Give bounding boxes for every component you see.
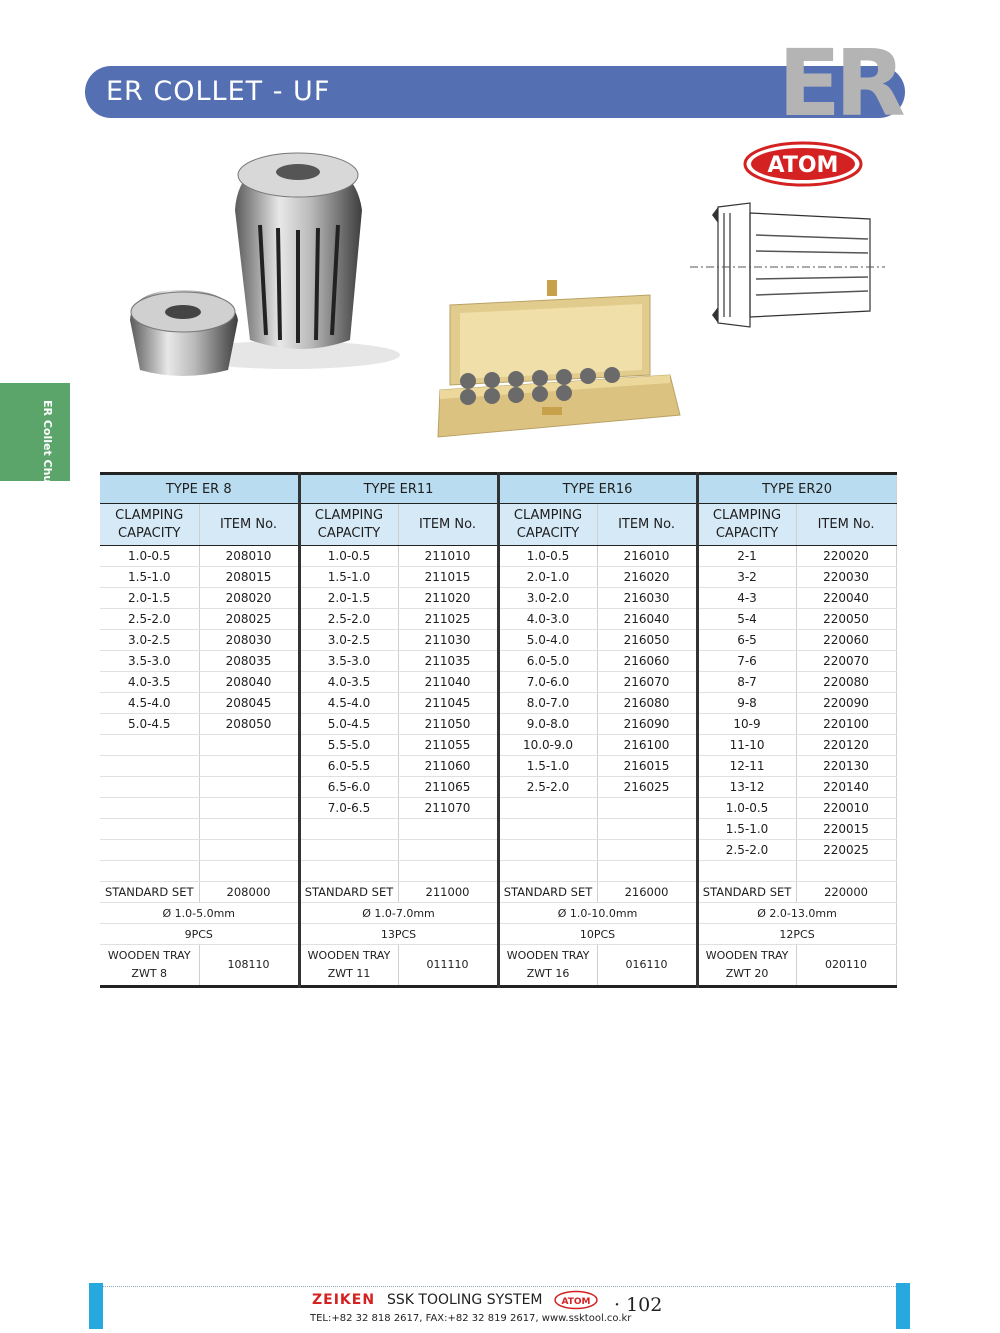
item-number-cell: 208020 [199, 588, 299, 609]
clamping-capacity-cell: 1.5-1.0 [498, 756, 597, 777]
item-number-cell: 211035 [398, 651, 498, 672]
type-header-er20: TYPE ER20 [697, 474, 896, 504]
wooden-tray-label [697, 945, 796, 987]
footer-brand: ZEIKEN [312, 1292, 376, 1308]
footer-divider [100, 1286, 896, 1287]
item-number-cell: 220130 [796, 756, 896, 777]
table-row [100, 609, 896, 630]
item-number-cell: 216010 [597, 546, 697, 567]
table-row [100, 651, 896, 672]
standard-set-label: STANDARD SET [299, 882, 398, 903]
clamping-capacity-cell: 4-3 [697, 588, 796, 609]
item-number-cell [199, 756, 299, 777]
col-header-item: ITEM No. [796, 504, 896, 546]
clamping-capacity-cell: 9.0-8.0 [498, 714, 597, 735]
tray-item: 016110 [597, 945, 697, 987]
clamping-capacity-cell: 13-12 [697, 777, 796, 798]
side-tab-label: ER Collet Chuck [41, 400, 54, 498]
item-number-cell: 208010 [199, 546, 299, 567]
clamping-capacity-cell [100, 756, 199, 777]
clamping-capacity-cell: 6-5 [697, 630, 796, 651]
clamping-capacity-cell: 2.0-1.5 [100, 588, 199, 609]
set-diameter: Ø 2.0-13.0mm [697, 903, 896, 924]
footer-system: SSK TOOLING SYSTEM [387, 1292, 543, 1308]
clamping-capacity-cell: 2-1 [697, 546, 796, 567]
item-number-cell: 220050 [796, 609, 896, 630]
item-number-cell [597, 798, 697, 819]
standard-set-label: STANDARD SET [498, 882, 597, 903]
clamping-capacity-cell: 4.5-4.0 [100, 693, 199, 714]
item-number-cell: 216080 [597, 693, 697, 714]
table-row [100, 861, 896, 882]
clamping-capacity-cell: 1.0-0.5 [498, 546, 597, 567]
table-row [100, 840, 896, 861]
clamping-capacity-cell: 2.0-1.0 [498, 567, 597, 588]
item-number-cell: 208050 [199, 714, 299, 735]
clamping-capacity-cell [498, 840, 597, 861]
clamping-capacity-cell [100, 840, 199, 861]
item-number-cell: 208030 [199, 630, 299, 651]
clamping-capacity-cell: 6.5-6.0 [299, 777, 398, 798]
clamping-capacity-cell: 7.0-6.5 [299, 798, 398, 819]
col-header-clamping: CLAMPING CAPACITY [100, 504, 199, 546]
footer-atom-text: ATOM [561, 1297, 591, 1307]
item-number-cell [199, 840, 299, 861]
item-number-cell [597, 840, 697, 861]
item-number-cell: 216070 [597, 672, 697, 693]
wooden-tray-label [498, 945, 597, 987]
type-header-er16: TYPE ER16 [498, 474, 697, 504]
standard-set-item: 211000 [398, 882, 498, 903]
set-diameter: Ø 1.0-5.0mm [100, 903, 299, 924]
set-pieces: 9PCS [100, 924, 299, 945]
clamping-capacity-cell: 1.0-0.5 [697, 798, 796, 819]
clamping-capacity-cell: 10.0-9.0 [498, 735, 597, 756]
wooden-tray-text: WOODEN TRAY [506, 949, 590, 962]
item-number-cell: 220140 [796, 777, 896, 798]
page-number: · 102 [614, 1294, 663, 1316]
clamping-capacity-cell: 1.5-1.0 [697, 819, 796, 840]
item-number-cell [597, 861, 697, 882]
col-header-item: ITEM No. [398, 504, 498, 546]
table-row [100, 714, 896, 735]
standard-set-item: 208000 [199, 882, 299, 903]
clamping-capacity-cell: 9-8 [697, 693, 796, 714]
item-number-cell: 216030 [597, 588, 697, 609]
clamping-capacity-cell: 1.0-0.5 [299, 546, 398, 567]
type-header-er11: TYPE ER11 [299, 474, 498, 504]
item-number-cell: 216060 [597, 651, 697, 672]
item-number-cell: 216100 [597, 735, 697, 756]
tray-item: 020110 [796, 945, 896, 987]
item-number-cell: 216025 [597, 777, 697, 798]
item-number-cell [199, 819, 299, 840]
set-diameter: Ø 1.0-10.0mm [498, 903, 697, 924]
clamping-capacity-cell: 6.0-5.0 [498, 651, 597, 672]
clamping-capacity-cell: 2.5-2.0 [697, 840, 796, 861]
item-number-cell: 220070 [796, 651, 896, 672]
collet-photo [100, 140, 400, 380]
clamping-capacity-cell: 1.5-1.0 [100, 567, 199, 588]
item-number-cell: 220015 [796, 819, 896, 840]
tray-item: 108110 [199, 945, 299, 987]
set-pieces: 13PCS [299, 924, 498, 945]
table-row [100, 693, 896, 714]
standard-set-label: STANDARD SET [697, 882, 796, 903]
table-row [100, 588, 896, 609]
standard-set-item: 216000 [597, 882, 697, 903]
footer-accent-left [89, 1283, 103, 1329]
footer-accent-right [896, 1283, 910, 1329]
item-number-cell [796, 861, 896, 882]
item-number-cell: 211025 [398, 609, 498, 630]
set-diameter: Ø 1.0-7.0mm [299, 903, 498, 924]
item-number-cell: 220025 [796, 840, 896, 861]
item-number-cell: 220060 [796, 630, 896, 651]
wooden-tray-text: WOODEN TRAY [107, 949, 191, 962]
item-number-cell: 211015 [398, 567, 498, 588]
footer-atom-logo [553, 1290, 599, 1310]
item-number-cell: 220080 [796, 672, 896, 693]
set-pieces: 10PCS [498, 924, 697, 945]
clamping-capacity-cell: 8.0-7.0 [498, 693, 597, 714]
item-number-cell: 211030 [398, 630, 498, 651]
item-number-cell: 211010 [398, 546, 498, 567]
tray-code: ZWT 16 [526, 967, 570, 980]
table-row [100, 819, 896, 840]
item-number-cell [398, 861, 498, 882]
clamping-capacity-cell: 2.5-2.0 [299, 609, 398, 630]
item-number-cell [398, 819, 498, 840]
item-number-cell: 220040 [796, 588, 896, 609]
item-number-cell: 211070 [398, 798, 498, 819]
item-number-cell [199, 861, 299, 882]
clamping-capacity-cell: 5.0-4.5 [100, 714, 199, 735]
standard-set-label: STANDARD SET [100, 882, 199, 903]
clamping-capacity-cell: 3.0-2.5 [100, 630, 199, 651]
item-number-cell: 208015 [199, 567, 299, 588]
col-header-clamping: CLAMPING CAPACITY [299, 504, 398, 546]
clamping-capacity-cell: 5.0-4.5 [299, 714, 398, 735]
clamping-capacity-cell: 5.0-4.0 [498, 630, 597, 651]
item-number-cell: 211045 [398, 693, 498, 714]
clamping-capacity-cell: 4.0-3.5 [299, 672, 398, 693]
clamping-capacity-cell: 3.0-2.0 [498, 588, 597, 609]
clamping-capacity-cell [100, 735, 199, 756]
table-row [100, 672, 896, 693]
clamping-capacity-cell [100, 819, 199, 840]
item-number-cell: 220100 [796, 714, 896, 735]
table-row [100, 567, 896, 588]
clamping-capacity-cell [697, 861, 796, 882]
item-number-cell [398, 840, 498, 861]
item-number-cell: 211040 [398, 672, 498, 693]
type-header-er8: TYPE ER 8 [100, 474, 299, 504]
clamping-capacity-cell: 3.5-3.0 [100, 651, 199, 672]
item-number-cell [199, 777, 299, 798]
clamping-capacity-cell: 2.5-2.0 [498, 777, 597, 798]
wooden-tray-text: WOODEN TRAY [705, 949, 789, 962]
table-row [100, 630, 896, 651]
col-header-clamping: CLAMPING CAPACITY [697, 504, 796, 546]
clamping-capacity-cell: 2.0-1.5 [299, 588, 398, 609]
item-number-cell: 216020 [597, 567, 697, 588]
clamping-capacity-cell: 7-6 [697, 651, 796, 672]
clamping-capacity-cell: 7.0-6.0 [498, 672, 597, 693]
item-number-cell: 211020 [398, 588, 498, 609]
clamping-capacity-cell [100, 777, 199, 798]
item-number-cell: 211050 [398, 714, 498, 735]
clamping-capacity-cell: 1.0-0.5 [100, 546, 199, 567]
item-number-cell [199, 798, 299, 819]
clamping-capacity-cell: 8-7 [697, 672, 796, 693]
item-number-cell: 216015 [597, 756, 697, 777]
table-row [100, 777, 896, 798]
clamping-capacity-cell: 6.0-5.5 [299, 756, 398, 777]
clamping-capacity-cell [299, 861, 398, 882]
wooden-tray-text: WOODEN TRAY [307, 949, 391, 962]
clamping-capacity-cell: 3.0-2.5 [299, 630, 398, 651]
clamping-capacity-cell [498, 861, 597, 882]
item-number-cell: 220030 [796, 567, 896, 588]
standard-set-item: 220000 [796, 882, 896, 903]
page-title: ER COLLET - UF [106, 76, 331, 107]
item-number-cell: 220020 [796, 546, 896, 567]
item-number-cell: 216090 [597, 714, 697, 735]
clamping-capacity-cell: 5-4 [697, 609, 796, 630]
atom-logo [742, 140, 864, 188]
col-header-item: ITEM No. [199, 504, 299, 546]
item-number-cell: 216050 [597, 630, 697, 651]
wooden-tray-label [299, 945, 398, 987]
item-number-cell: 211060 [398, 756, 498, 777]
collet-drawing [690, 195, 885, 335]
clamping-capacity-cell [498, 819, 597, 840]
wooden-tray-label [100, 945, 199, 987]
item-number-cell [199, 735, 299, 756]
clamping-capacity-cell: 4.0-3.5 [100, 672, 199, 693]
atom-logo-text: ATOM [767, 153, 839, 178]
clamping-capacity-cell: 1.5-1.0 [299, 567, 398, 588]
item-number-cell: 211055 [398, 735, 498, 756]
item-number-cell: 208035 [199, 651, 299, 672]
clamping-capacity-cell [100, 861, 199, 882]
clamping-capacity-cell: 12-11 [697, 756, 796, 777]
tray-code: ZWT 8 [131, 967, 168, 980]
clamping-capacity-cell [498, 798, 597, 819]
tray-code: ZWT 20 [725, 967, 769, 980]
tray-item: 011110 [398, 945, 498, 987]
clamping-capacity-cell: 10-9 [697, 714, 796, 735]
table-row [100, 798, 896, 819]
item-number-cell: 208040 [199, 672, 299, 693]
clamping-capacity-cell: 3.5-3.0 [299, 651, 398, 672]
clamping-capacity-cell: 11-10 [697, 735, 796, 756]
item-number-cell: 208025 [199, 609, 299, 630]
col-header-item: ITEM No. [597, 504, 697, 546]
clamping-capacity-cell: 4.5-4.0 [299, 693, 398, 714]
item-number-cell: 216040 [597, 609, 697, 630]
collet-table [100, 472, 897, 988]
clamping-capacity-cell [299, 819, 398, 840]
item-number-cell: 220120 [796, 735, 896, 756]
table-row [100, 756, 896, 777]
tray-code: ZWT 11 [327, 967, 371, 980]
col-header-clamping: CLAMPING CAPACITY [498, 504, 597, 546]
item-number-cell: 220090 [796, 693, 896, 714]
clamping-capacity-cell: 3-2 [697, 567, 796, 588]
clamping-capacity-cell: 2.5-2.0 [100, 609, 199, 630]
table-row [100, 546, 896, 567]
clamping-capacity-cell [100, 798, 199, 819]
item-number-cell: 208045 [199, 693, 299, 714]
wooden-box-photo [430, 275, 690, 445]
item-number-cell: 211065 [398, 777, 498, 798]
item-number-cell: 220010 [796, 798, 896, 819]
clamping-capacity-cell: 5.5-5.0 [299, 735, 398, 756]
table-row [100, 735, 896, 756]
clamping-capacity-cell [299, 840, 398, 861]
set-pieces: 12PCS [697, 924, 896, 945]
header-big-letters: ER [778, 30, 900, 137]
footer-contact: TEL:+82 32 818 2617, FAX:+82 32 819 2617, www.ssktool.co.kr [310, 1313, 632, 1324]
item-number-cell [597, 819, 697, 840]
clamping-capacity-cell: 4.0-3.0 [498, 609, 597, 630]
